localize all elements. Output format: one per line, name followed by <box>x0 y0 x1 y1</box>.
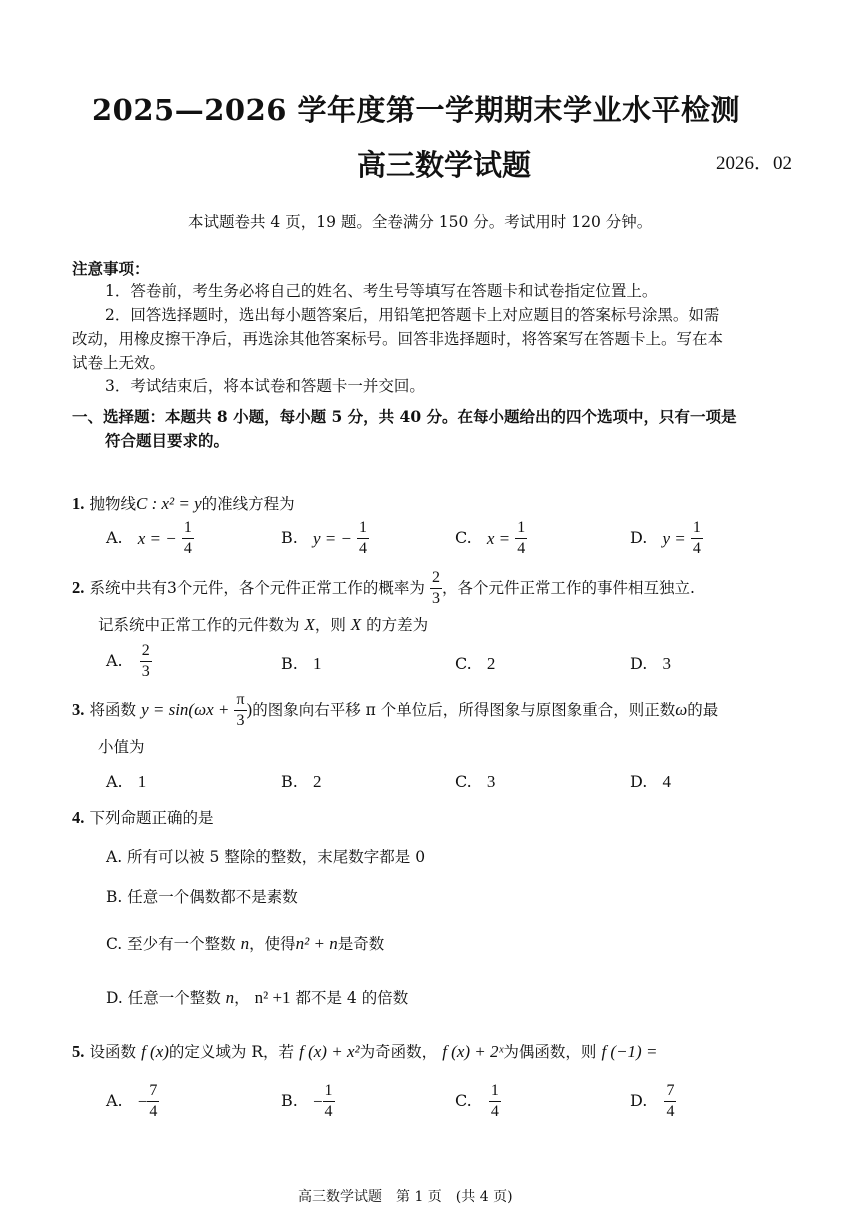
question-number: 1. <box>72 494 85 513</box>
question-2-line-2-c: 的方差为 <box>366 616 429 634</box>
question-5 <box>72 1040 657 1064</box>
option-sign: − <box>312 1091 323 1111</box>
question-3-line-2: 小值为 <box>98 738 145 756</box>
option-text: ， <box>234 989 250 1007</box>
option-expr: y = <box>662 528 686 548</box>
option-fraction <box>323 1083 335 1120</box>
option-fraction <box>664 1083 676 1120</box>
question-2-post: ，各个元件正常工作的事件相互独立. <box>441 579 695 597</box>
option-c <box>455 654 495 674</box>
section-1-heading-line-2: 符合题目要求的。 <box>105 431 230 450</box>
question-3-post-2: 的最 <box>687 701 719 719</box>
option-value: 3 <box>662 654 671 673</box>
exam-subtitle: 高三数学试题 <box>357 148 532 182</box>
question-2-fraction <box>430 570 442 607</box>
question-5-f3: f (x) + 2ˣ <box>442 1042 504 1061</box>
option-text: 是奇数 <box>337 935 385 953</box>
exam-date: 2026．02 <box>716 153 793 174</box>
fraction-numerator: 1 <box>357 520 369 539</box>
question-4-option-a: A. 所有可以被 5 整除的整数，末尾数字都是 0 <box>106 848 426 866</box>
notes-heading: 注意事项： <box>72 259 150 278</box>
question-5-f4: f (−1) = <box>601 1042 658 1061</box>
option-b <box>281 654 321 674</box>
question-1-math: C : x² = y <box>135 494 202 513</box>
fraction-denominator: 3 <box>431 590 440 607</box>
question-5-mid3: 为偶函数，则 <box>503 1043 597 1061</box>
option-d <box>630 520 703 557</box>
question-1 <box>72 492 295 516</box>
notes-item-2-line-3: 试卷上无效。 <box>72 354 166 372</box>
question-2-line-2-a: 记系统中正常工作的元件数为 <box>98 616 300 634</box>
variable-n: n <box>240 934 250 953</box>
option-c <box>455 772 495 792</box>
option-b <box>281 1083 335 1120</box>
option-label: D. <box>630 772 648 791</box>
option-label: D. <box>630 1091 648 1110</box>
fraction-numerator: 7 <box>664 1083 676 1102</box>
fraction-denominator: 4 <box>666 1103 675 1120</box>
question-3-pre: 将函数 <box>89 701 136 719</box>
exam-title: 2025—2026 学年度第一学期期末学业水平检测 <box>92 93 741 127</box>
option-value: 3 <box>486 772 496 791</box>
fraction-denominator: 4 <box>324 1103 333 1120</box>
question-5-options <box>106 1083 726 1127</box>
fraction-denominator: 4 <box>517 540 526 557</box>
option-expr: x = <box>486 528 511 548</box>
question-4-option-b: B. 任意一个偶数都不是素数 <box>106 888 298 906</box>
section-1-heading-line-1: 一、选择题：本题共 8 小题，每小题 5 分，共 40 分。在每小题给出的四个选项中，只有一项是 <box>72 407 737 426</box>
page-footer: 高三数学试题 第 1 页 (共 4 页) <box>298 1189 513 1205</box>
option-expr: y = − <box>312 528 352 548</box>
question-5-pre: 设函数 <box>89 1043 136 1061</box>
option-label: C. <box>455 654 472 673</box>
fraction-numerator: 1 <box>489 1083 501 1102</box>
fraction-numerator: 7 <box>147 1083 159 1102</box>
option-fraction <box>182 520 194 557</box>
fraction-denominator: 4 <box>490 1103 499 1120</box>
option-label: B. <box>281 654 298 673</box>
notes-item-2-line-1: 2．回答选择题时，选出每小题答案后，用铅笔把答题卡上对应题目的答案标号涂黑。如需 <box>105 306 720 324</box>
question-1-post: 的准线方程为 <box>201 495 295 513</box>
fraction-denominator: 3 <box>236 712 245 729</box>
option-math: n² +1 <box>254 988 291 1007</box>
fraction-denominator: 4 <box>183 540 192 557</box>
fraction-numerator: π <box>234 692 246 711</box>
option-fraction <box>357 520 369 557</box>
option-b <box>281 772 321 792</box>
option-d <box>630 654 671 674</box>
question-3-func-a: y = sin(ωx + <box>141 700 230 719</box>
option-c <box>455 520 527 557</box>
option-c <box>455 1083 501 1120</box>
question-4-option-d <box>106 986 408 1010</box>
option-text: ，使得 <box>249 935 296 953</box>
option-d <box>630 1083 676 1120</box>
option-label: D. <box>630 654 648 673</box>
fraction-denominator: 4 <box>359 540 368 557</box>
question-number: 3. <box>72 700 85 719</box>
variable-x: X <box>350 615 362 634</box>
option-label: A. <box>106 772 123 791</box>
notes-item-2-line-2: 改动，用橡皮擦干净后，再选涂其他答案标号。回答非选择题时，将答案写在答题卡上。写在本 <box>72 330 724 348</box>
question-5-mid2: 为奇函数， <box>359 1043 438 1061</box>
fraction-numerator: 1 <box>323 1083 335 1102</box>
question-number: 4. <box>72 808 85 827</box>
question-5-f1: f (x) <box>141 1042 169 1061</box>
omega-symbol: ω <box>675 700 688 719</box>
option-label: A. <box>106 528 123 547</box>
option-fraction <box>515 520 527 557</box>
question-2-line-2-b: ，则 <box>314 616 346 634</box>
option-math: n² + n <box>295 934 338 953</box>
fraction-numerator: 1 <box>182 520 194 539</box>
variable-x: X <box>304 615 315 634</box>
notes-item-1: 1．答卷前，考生务必将自己的姓名、考生号等填写在答题卡和试卷指定位置上。 <box>105 282 658 300</box>
question-4-option-c <box>106 932 384 956</box>
fraction-numerator: 2 <box>140 643 152 662</box>
option-fraction <box>147 1083 159 1120</box>
option-value: 4 <box>662 772 671 791</box>
question-2 <box>72 570 695 607</box>
option-label: B. <box>281 772 298 791</box>
option-a <box>106 772 146 792</box>
question-number: 2. <box>72 578 85 597</box>
option-text: C. 至少有一个整数 <box>106 935 236 953</box>
fraction-denominator: 4 <box>692 540 701 557</box>
notes-item-3: 3．考试结束后，将本试卷和答题卡一并交回。 <box>105 377 425 395</box>
option-d <box>630 772 671 792</box>
option-a <box>106 1083 159 1120</box>
fraction-numerator: 2 <box>430 570 442 589</box>
option-label: C. <box>455 528 472 547</box>
option-sign: − <box>137 1091 148 1111</box>
option-label: C. <box>455 772 472 791</box>
option-label: B. <box>281 1091 298 1110</box>
option-label: A. <box>106 651 123 670</box>
option-fraction <box>489 1083 501 1120</box>
option-fraction <box>140 643 152 680</box>
option-label: A. <box>106 1091 123 1110</box>
option-b <box>281 520 369 557</box>
question-2-options <box>106 643 726 687</box>
question-3-func-b: ) <box>246 700 253 719</box>
option-a <box>106 643 152 680</box>
option-expr: x = − <box>137 528 177 548</box>
option-label: D. <box>630 528 648 547</box>
option-value: 2 <box>486 654 496 673</box>
question-4 <box>72 806 213 830</box>
option-value: 2 <box>312 772 322 791</box>
option-value: 1 <box>137 772 147 791</box>
option-label: B. <box>281 528 298 547</box>
variable-n: n <box>225 988 235 1007</box>
question-2-line-2 <box>98 613 428 637</box>
question-2-pre: 系统中共有3个元件，各个元件正常工作的概率为 <box>89 579 425 597</box>
question-1-options <box>106 520 726 564</box>
fraction-denominator: 3 <box>141 663 150 680</box>
question-3-options <box>106 772 726 796</box>
question-4-stem: 下列命题正确的是 <box>89 809 214 827</box>
option-fraction <box>691 520 703 557</box>
fraction-numerator: 1 <box>515 520 527 539</box>
question-5-mid1: 的定义域为 R，若 <box>168 1043 295 1061</box>
option-value: 1 <box>312 654 322 673</box>
question-1-pre: 抛物线 <box>89 495 136 513</box>
question-5-f2: f (x) + x² <box>299 1042 360 1061</box>
option-label: C. <box>455 1091 472 1110</box>
question-3-fraction <box>234 692 246 729</box>
question-3 <box>72 692 718 729</box>
option-text: D. 任意一个整数 <box>106 989 221 1007</box>
question-number: 5. <box>72 1042 85 1061</box>
fraction-numerator: 1 <box>691 520 703 539</box>
question-3-post: 的图象向右平移 π 个单位后，所得图象与原图象重合，则正数 <box>252 701 676 719</box>
option-a <box>106 520 194 557</box>
fraction-denominator: 4 <box>149 1103 158 1120</box>
option-text: 都不是 4 的倍数 <box>295 989 409 1007</box>
exam-info-line: 本试题卷共 4 页，19 题。全卷满分 150 分。考试用时 120 分钟。 <box>188 213 653 231</box>
